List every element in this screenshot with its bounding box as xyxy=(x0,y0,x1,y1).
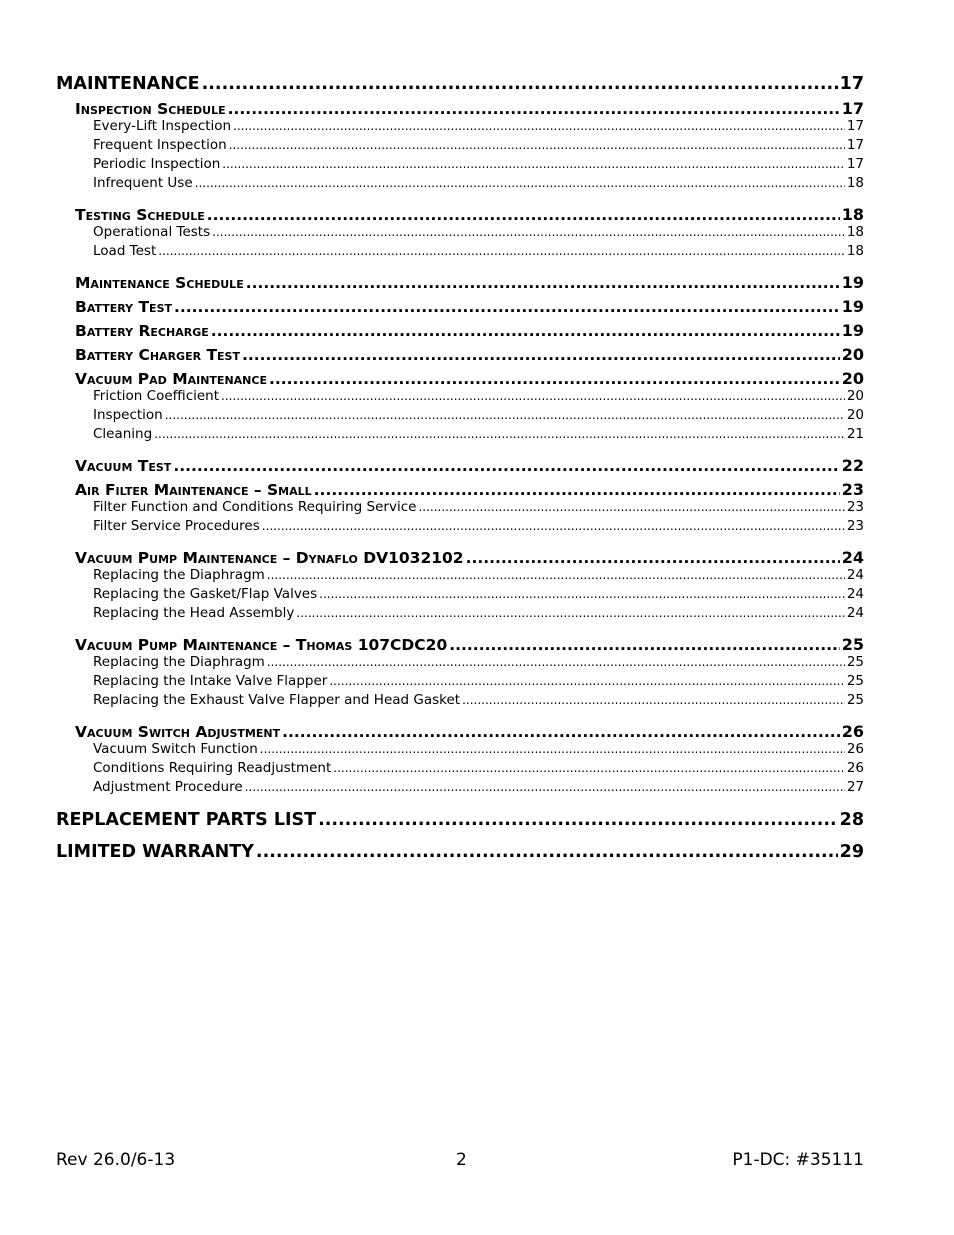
toc-dot-leader xyxy=(262,519,845,533)
toc-entry-page: 27 xyxy=(846,779,864,795)
toc-item-entry[interactable] xyxy=(93,499,864,518)
toc-dot-leader xyxy=(165,408,845,422)
toc-subsection-entry[interactable] xyxy=(75,340,864,364)
toc-item-entry[interactable] xyxy=(93,760,864,779)
toc-entry-title: Battery Charger Test xyxy=(75,346,240,364)
toc-entry-title: Filter Service Procedures xyxy=(93,518,260,534)
toc-item-entry[interactable] xyxy=(93,118,864,137)
footer-revision: Rev 26.0/6-13 xyxy=(56,1150,176,1170)
toc-entry-title: Vacuum Pad Maintenance xyxy=(75,370,267,388)
toc-subsection-entry[interactable] xyxy=(75,316,864,340)
toc-dot-leader xyxy=(466,549,840,567)
footer-page-number: 2 xyxy=(456,1150,467,1170)
toc-entry-page: 23 xyxy=(841,480,864,499)
toc-dot-leader xyxy=(228,100,840,118)
toc-dot-leader xyxy=(246,274,840,292)
toc-dot-leader xyxy=(212,225,845,239)
toc-entry-title: Cleaning xyxy=(93,426,153,442)
toc-entry-title: Inspection Schedule xyxy=(75,100,226,118)
toc-entry-title: Vacuum Test xyxy=(75,457,172,475)
toc-entry-title: Adjustment Procedure xyxy=(93,779,243,795)
toc-item-entry[interactable] xyxy=(93,224,864,243)
toc-entry-title: Load Test xyxy=(93,243,157,259)
toc-dot-leader xyxy=(221,389,845,403)
toc-entry-page: 29 xyxy=(839,842,864,862)
toc-dot-leader xyxy=(333,761,845,775)
toc-subsection-entry[interactable] xyxy=(75,717,864,741)
toc-entry-title: Maintenance Schedule xyxy=(75,274,244,292)
toc-entry-page: 19 xyxy=(841,321,864,340)
toc-entry-page: 20 xyxy=(846,388,864,404)
toc-entry-page: 17 xyxy=(839,74,864,94)
toc-item-entry[interactable] xyxy=(93,137,864,156)
toc-subsection-entry[interactable] xyxy=(75,94,864,118)
toc-subsection-entry[interactable] xyxy=(75,451,864,475)
toc-dot-leader xyxy=(256,842,838,862)
toc-entry-title: Infrequent Use xyxy=(93,175,193,191)
toc-entry-title: Inspection xyxy=(93,407,163,423)
page-footer xyxy=(56,1150,864,1174)
toc-dot-leader xyxy=(207,206,840,224)
toc-entry-page: 26 xyxy=(841,722,864,741)
toc-subsection-entry[interactable] xyxy=(75,630,864,654)
toc-item-entry[interactable] xyxy=(93,426,864,445)
toc-dot-leader xyxy=(418,500,844,514)
toc-entry-page: 17 xyxy=(841,99,864,118)
toc-item-entry[interactable] xyxy=(93,243,864,262)
toc-item-entry[interactable] xyxy=(93,175,864,194)
toc-entry-page: 26 xyxy=(846,760,864,776)
toc-entry-page: 28 xyxy=(839,810,864,830)
toc-entry-page: 19 xyxy=(841,273,864,292)
toc-entry-title: Vacuum Pump Maintenance – Dynaflo DV1032102 xyxy=(75,549,464,567)
toc-entry-title: Every-Lift Inspection xyxy=(93,118,232,134)
toc-entry-title: LIMITED WARRANTY xyxy=(56,842,254,862)
toc-entry-page: 23 xyxy=(846,499,864,515)
table-of-contents xyxy=(56,62,864,862)
toc-subsection-entry[interactable] xyxy=(75,364,864,388)
toc-item-entry[interactable] xyxy=(93,388,864,407)
toc-item-entry[interactable] xyxy=(93,654,864,673)
toc-dot-leader xyxy=(202,74,838,94)
toc-entry-page: 20 xyxy=(846,407,864,423)
toc-item-entry[interactable] xyxy=(93,673,864,692)
toc-dot-leader xyxy=(318,810,838,830)
toc-item-entry[interactable] xyxy=(93,605,864,624)
toc-entry-page: 19 xyxy=(841,297,864,316)
toc-entry-page: 21 xyxy=(846,426,864,442)
toc-entry-page: 24 xyxy=(841,548,864,567)
toc-entry-title: MAINTENANCE xyxy=(56,74,200,94)
toc-dot-leader xyxy=(462,693,845,707)
toc-entry-title: Testing Schedule xyxy=(75,206,205,224)
toc-item-entry[interactable] xyxy=(93,741,864,760)
toc-dot-leader xyxy=(154,427,845,441)
toc-dot-leader xyxy=(329,674,844,688)
toc-dot-leader xyxy=(233,119,845,133)
toc-item-entry[interactable] xyxy=(93,692,864,711)
toc-subsection-entry[interactable] xyxy=(75,543,864,567)
toc-subsection-entry[interactable] xyxy=(75,292,864,316)
toc-entry-page: 24 xyxy=(846,605,864,621)
toc-entry-page: 18 xyxy=(846,175,864,191)
toc-entry-title: Vacuum Switch Function xyxy=(93,741,258,757)
toc-entry-title: Replacing the Intake Valve Flapper xyxy=(93,673,328,689)
toc-section-entry[interactable] xyxy=(56,62,864,94)
toc-dot-leader xyxy=(319,587,845,601)
toc-dot-leader xyxy=(174,298,840,316)
toc-item-entry[interactable] xyxy=(93,156,864,175)
toc-entry-page: 25 xyxy=(846,654,864,670)
toc-entry-title: Vacuum Pump Maintenance – Thomas 107CDC20 xyxy=(75,636,448,654)
toc-entry-title: Battery Test xyxy=(75,298,172,316)
toc-entry-page: 24 xyxy=(846,567,864,583)
toc-dot-leader xyxy=(245,780,845,794)
toc-entry-page: 18 xyxy=(841,205,864,224)
toc-entry-title: Frequent Inspection xyxy=(93,137,227,153)
toc-entry-page: 25 xyxy=(846,692,864,708)
toc-item-entry[interactable] xyxy=(93,586,864,605)
toc-entry-page: 23 xyxy=(846,518,864,534)
toc-entry-page: 18 xyxy=(846,224,864,240)
toc-entry-title: Replacing the Diaphragm xyxy=(93,654,265,670)
toc-dot-leader xyxy=(267,655,845,669)
toc-item-entry[interactable] xyxy=(93,567,864,586)
toc-dot-leader xyxy=(260,742,845,756)
toc-item-entry[interactable] xyxy=(93,518,864,537)
toc-entry-page: 25 xyxy=(841,635,864,654)
toc-entry-title: Conditions Requiring Readjustment xyxy=(93,760,332,776)
toc-entry-page: 17 xyxy=(846,137,864,153)
toc-dot-leader xyxy=(211,322,840,340)
toc-item-entry[interactable] xyxy=(93,407,864,426)
toc-dot-leader xyxy=(222,157,845,171)
toc-entry-title: Operational Tests xyxy=(93,224,211,240)
toc-section-entry[interactable] xyxy=(56,830,864,862)
toc-entry-title: Battery Recharge xyxy=(75,322,209,340)
toc-entry-page: 17 xyxy=(846,118,864,134)
toc-entry-title: Friction Coefficient xyxy=(93,388,220,404)
toc-dot-leader xyxy=(173,457,839,475)
toc-entry-title: Filter Function and Conditions Requiring Service xyxy=(93,499,417,515)
toc-entry-title: Replacing the Gasket/Flap Valves xyxy=(93,586,318,602)
toc-entry-page: 20 xyxy=(841,369,864,388)
toc-entry-page: 22 xyxy=(841,456,864,475)
toc-subsection-entry[interactable] xyxy=(75,475,864,499)
toc-dot-leader xyxy=(158,244,845,258)
toc-dot-leader xyxy=(282,723,840,741)
toc-dot-leader xyxy=(296,606,844,620)
toc-dot-leader xyxy=(314,481,840,499)
toc-entry-page: 17 xyxy=(846,156,864,172)
toc-section-entry[interactable] xyxy=(56,798,864,830)
toc-entry-title: REPLACEMENT PARTS LIST xyxy=(56,810,317,830)
toc-dot-leader xyxy=(242,346,840,364)
toc-entry-title: Vacuum Switch Adjustment xyxy=(75,723,281,741)
toc-dot-leader xyxy=(269,370,840,388)
toc-dot-leader xyxy=(195,176,845,190)
toc-dot-leader xyxy=(229,138,845,152)
toc-dot-leader xyxy=(449,636,839,654)
toc-entry-page: 25 xyxy=(846,673,864,689)
toc-entry-page: 18 xyxy=(846,243,864,259)
toc-entry-title: Periodic Inspection xyxy=(93,156,221,172)
toc-entry-title: Replacing the Head Assembly xyxy=(93,605,295,621)
toc-subsection-entry[interactable] xyxy=(75,200,864,224)
toc-subsection-entry[interactable] xyxy=(75,268,864,292)
footer-doc-id: P1-DC: #35111 xyxy=(732,1150,864,1170)
toc-entry-page: 26 xyxy=(846,741,864,757)
toc-entry-page: 20 xyxy=(841,345,864,364)
toc-entry-title: Air Filter Maintenance – Small xyxy=(75,481,312,499)
toc-entry-page: 24 xyxy=(846,586,864,602)
toc-entry-title: Replacing the Exhaust Valve Flapper and Head Gasket xyxy=(93,692,461,708)
toc-dot-leader xyxy=(267,568,845,582)
toc-item-entry[interactable] xyxy=(93,779,864,798)
toc-entry-title: Replacing the Diaphragm xyxy=(93,567,265,583)
